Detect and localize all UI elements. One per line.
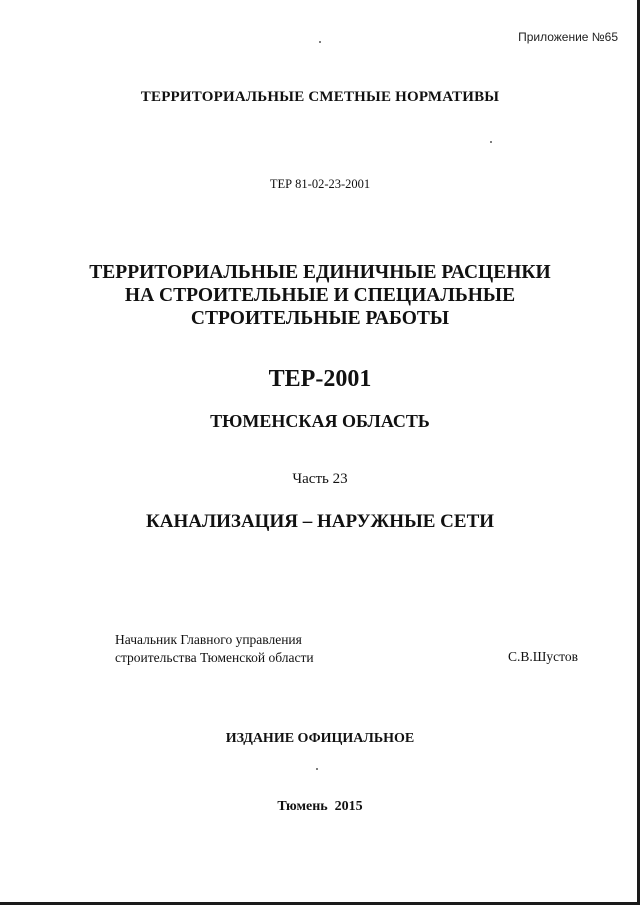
main-title-line-3: СТРОИТЕЛЬНЫЕ РАБОТЫ — [190, 308, 450, 329]
document-code: ТЕР 81-02-23-2001 — [269, 177, 371, 191]
signer-name: С.В.Шустов — [508, 649, 578, 664]
scan-speck — [316, 768, 318, 770]
appendix-label: Приложение №65 — [518, 30, 618, 44]
signer-position-line-2: строительства Тюменской области — [115, 650, 314, 665]
part-label: Часть 23 — [292, 471, 348, 487]
signer-position — [115, 631, 314, 667]
region-name: ТЮМЕНСКАЯ ОБЛАСТЬ — [210, 411, 430, 431]
scan-speck — [319, 41, 321, 43]
scan-speck — [490, 141, 492, 143]
main-title-line-1: ТЕРРИТОРИАЛЬНЫЕ ЕДИНИЧНЫЕ РАСЦЕНКИ — [89, 262, 551, 283]
main-title-line-2: НА СТРОИТЕЛЬНЫЕ И СПЕЦИАЛЬНЫЕ — [124, 285, 516, 306]
signer-position-line-1: Начальник Главного управления — [115, 632, 302, 647]
place-year: Тюмень 2015 — [277, 799, 363, 814]
main-title — [0, 261, 640, 330]
section-title: КАНАЛИЗАЦИЯ – НАРУЖНЫЕ СЕТИ — [145, 511, 495, 532]
header-title: ТЕРРИТОРИАЛЬНЫЕ СМЕТНЫЕ НОРМАТИВЫ — [140, 89, 500, 105]
edition-label: ИЗДАНИЕ ОФИЦИАЛЬНОЕ — [225, 731, 415, 746]
ter-code: ТЕР-2001 — [268, 366, 372, 392]
